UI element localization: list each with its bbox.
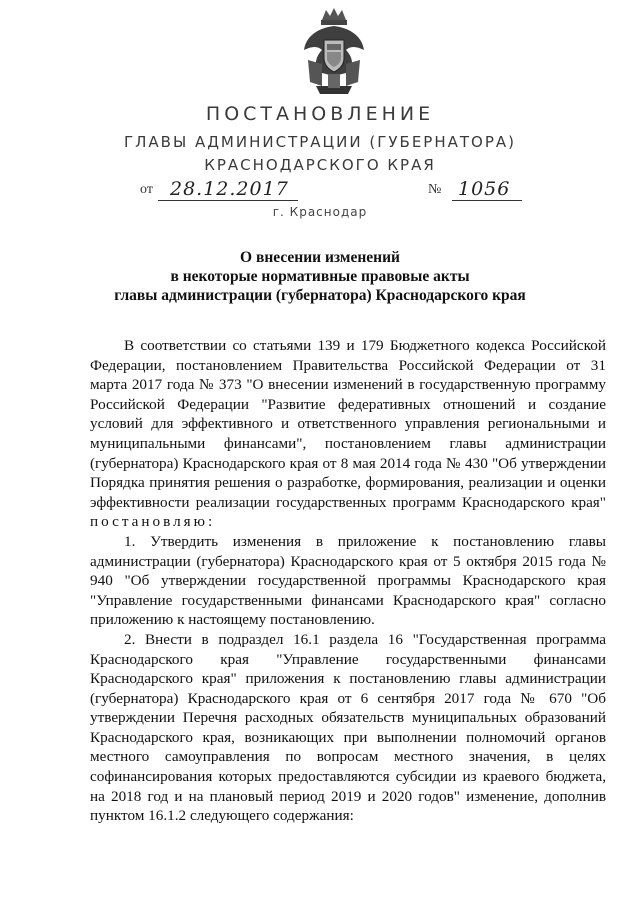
coat-of-arms-icon bbox=[298, 6, 370, 98]
document-body bbox=[90, 336, 606, 826]
date-prefix: от bbox=[140, 182, 153, 197]
title-line-1: О внесении изменений bbox=[240, 249, 400, 266]
paragraph-preamble bbox=[90, 336, 606, 532]
date-underline bbox=[158, 200, 298, 201]
number-underline bbox=[452, 200, 522, 201]
resolve-word: постановляю: bbox=[90, 513, 216, 531]
issuer-line-2: КРАСНОДАРСКОГО КРАЯ bbox=[204, 156, 436, 174]
number-handwritten: 1056 bbox=[458, 178, 511, 200]
number-prefix: № bbox=[428, 182, 442, 197]
date-handwritten: 28.12.2017 bbox=[170, 178, 289, 200]
document-title bbox=[0, 248, 640, 305]
title-line-2: в некоторые нормативные правовые акты bbox=[170, 268, 470, 285]
document-type-heading: ПОСТАНОВЛЕНИЕ bbox=[205, 103, 435, 125]
title-line-3: главы администрации (губернатора) Краснодарского края bbox=[114, 287, 526, 304]
paragraph-item-1: 1. Утвердить изменения в приложение к постановлению главы администрации (губернатора) Краснодарского края от 5 октября 2015 года № 940 "Об утверждении государственной программы Краснодарского края "Управление государственными финансами Краснодарского края" согласно приложению к настоящему постановлению. bbox=[90, 532, 606, 629]
preamble-text: В соответствии со статьями 139 и 179 Бюджетного кодекса Российской Федерации, постановлением Правительства Российской Федерации от 31 марта 2017 года № 373 "О внесении изменений в государственную программу Российской Федерации "Развитие федеративных отношений и создание условий для эффективного и ответственного управления региональными и муниципальными финансами", постановлением главы администрации (губернатора) Краснодарского края от 8 мая 2014 года № 430 "Об утверждении Порядка принятия решения о разработке, формирования, реализации и оценки эффективности реализации государственных программ Краснодарского края" bbox=[90, 337, 606, 511]
city-label: г. Краснодар bbox=[272, 205, 368, 219]
issuer-line-1: ГЛАВЫ АДМИНИСТРАЦИИ (ГУБЕРНАТОРА) bbox=[123, 133, 517, 151]
paragraph-item-2: 2. Внести в подраздел 16.1 раздела 16 "Государственная программа Краснодарского края "Управление государственными финансами Краснодарского края" приложения к постановлению главы администрации (губернатора) Краснодарского края от 6 сентября 2017 года № 670 "Об утверждении Перечня расходных обязательств муниципальных образований Краснодарского края, возникающих при выполнении полномочий органов местного самоуправления по вопросам местного значения, в целях софинансирования которых предоставляются субсидии из краевого бюджета, на 2018 год и на плановый период 2019 и 2020 годов" изменение, дополнив пунктом 16.1.2 следующего содержания: bbox=[90, 630, 606, 825]
